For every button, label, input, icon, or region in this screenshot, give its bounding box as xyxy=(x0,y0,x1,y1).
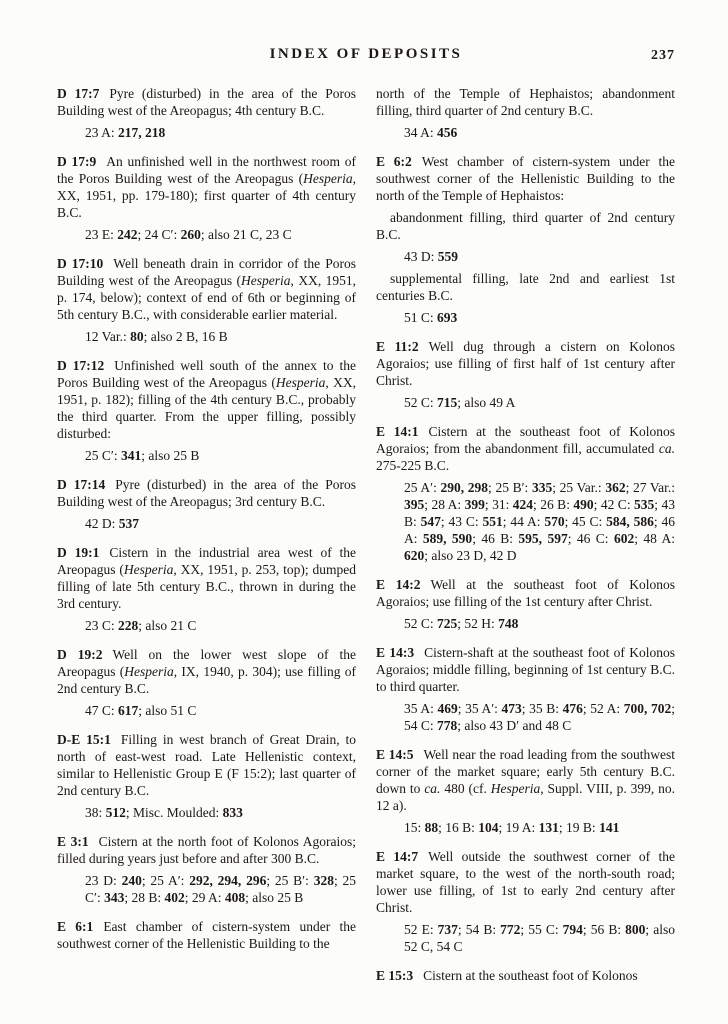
text-segment: 131 xyxy=(538,820,559,835)
text-segment: 748 xyxy=(498,616,519,631)
text-segment: supplemental filling, late 2nd and earliest 1st centuries B.C. xyxy=(376,271,675,303)
deposit-id: E 6:1 xyxy=(57,919,94,934)
entry-subparagraph xyxy=(376,270,675,304)
text-segment: 794 xyxy=(562,922,583,937)
page-header xyxy=(57,46,675,66)
deposit-entry xyxy=(57,476,356,532)
text-segment: ; 16 B: xyxy=(438,820,479,835)
text-segment: Well dug through a cistern on Kolonos Agoraios; use filling of first half of 1st century after Christ. xyxy=(376,339,675,388)
entry-references xyxy=(404,248,675,265)
deposit-entry xyxy=(57,646,356,719)
column-left xyxy=(57,85,356,996)
text-segment: 23 A: xyxy=(85,125,119,140)
text-segment: ; also 43 D′ and 48 C xyxy=(457,718,572,733)
text-segment: 217, 218 xyxy=(118,125,166,140)
column-right xyxy=(376,85,675,996)
text-segment: 341 xyxy=(120,448,142,463)
text-segment: 25 C′: xyxy=(85,448,121,463)
text-segment: ; 54 B: xyxy=(457,922,501,937)
deposit-id: D 17:7 xyxy=(57,86,100,101)
text-segment: East chamber of cistern-system under the southwest corner of the Hellenistic Building to the xyxy=(57,919,357,951)
text-segment: 715 xyxy=(437,395,458,410)
entry-references xyxy=(85,226,356,243)
deposit-entry xyxy=(57,255,356,345)
text-segment: ; 28 A: xyxy=(424,497,465,512)
entry-references xyxy=(404,819,675,836)
entry-description xyxy=(57,85,356,119)
text-segment: Hesperia xyxy=(490,781,541,796)
text-segment: ; 25 Var.: xyxy=(552,480,606,495)
text-segment: Hesperia xyxy=(123,562,174,577)
entry-references xyxy=(404,394,675,411)
text-segment: 343 xyxy=(104,890,125,905)
text-segment: Filling in west branch of Great Drain, to north of east-west road. Late Hellenistic context, similar to Hellenistic Group E (F 15:2); last quarter of 2nd century B.C. xyxy=(57,732,357,798)
deposit-entry xyxy=(376,848,675,955)
text-segment: 456 xyxy=(437,125,458,140)
text-segment: ; 48 A: xyxy=(634,531,676,546)
text-segment: ; 28 B: xyxy=(124,890,165,905)
deposit-entry xyxy=(57,153,356,243)
text-segment: ; 52 H: xyxy=(457,616,499,631)
text-segment: 693 xyxy=(437,310,458,325)
text-segment: Cistern-shaft at the southeast foot of Kolonos Agoraios; middle filling, beginning of 1st century B.C. to third quarter. xyxy=(376,645,675,694)
text-segment: West chamber of cistern-system under the southwest corner of the Hellenistic Building to the north of the Temple of Hephaistos: xyxy=(376,154,675,203)
text-segment: 228 xyxy=(118,618,139,633)
text-segment: ; also 25 B xyxy=(245,890,304,905)
entry-references xyxy=(404,921,675,955)
text-segment: ; 42 C: xyxy=(593,497,635,512)
entry-references xyxy=(85,515,356,532)
text-segment: 490 xyxy=(573,497,594,512)
entry-description xyxy=(376,746,675,814)
deposit-id: D 19:2 xyxy=(57,647,103,662)
text-segment: Hesperia xyxy=(124,664,174,679)
text-segment: 362 xyxy=(605,480,626,495)
text-segment: 88 xyxy=(424,820,439,835)
deposit-id: E 14:2 xyxy=(376,577,421,592)
text-segment: 23 C: xyxy=(85,618,119,633)
entry-references xyxy=(85,124,356,141)
text-segment: 589, 590 xyxy=(422,531,473,546)
text-segment: Well at the southeast foot of Kolonos Agoraios; use filling of the 1st century after Christ. xyxy=(376,577,675,609)
text-segment: 602 xyxy=(613,531,635,546)
text-segment: 104 xyxy=(478,820,499,835)
deposit-entry xyxy=(376,85,675,141)
text-segment: Cistern at the southeast foot of Kolonos xyxy=(423,968,638,983)
text-segment: north of the Temple of Hephaistos; abandonment filling, third quarter of 2nd century B.C. xyxy=(376,86,675,118)
text-segment: 35 A: xyxy=(404,701,438,716)
text-segment: ; 25 B′: xyxy=(488,480,532,495)
text-segment: , Suppl. VIII, p. 399, no. 12 a). xyxy=(376,781,676,813)
text-segment: 38: xyxy=(85,805,106,820)
text-segment: ; also 51 C xyxy=(138,703,197,718)
page-number: 237 xyxy=(651,48,675,63)
text-segment: Well beneath drain in corridor of the Poros Building west of the Areopagus ( xyxy=(57,256,356,288)
text-segment: 476 xyxy=(562,701,583,716)
deposit-id: D 17:10 xyxy=(57,256,104,271)
deposit-entry xyxy=(57,918,356,952)
entry-references xyxy=(85,328,356,345)
entry-description xyxy=(57,544,356,612)
text-segment: 408 xyxy=(224,890,246,905)
text-segment: Cistern at the southeast foot of Kolonos Agoraios; from the abandonment fill, accumulated xyxy=(376,424,675,456)
entry-references xyxy=(85,804,356,821)
entry-references xyxy=(404,615,675,632)
text-segment: 800 xyxy=(625,922,646,937)
text-segment: 15: xyxy=(404,820,425,835)
page-title: INDEX OF DEPOSITS xyxy=(269,46,463,62)
deposit-id: E 14:5 xyxy=(376,747,414,762)
text-segment: 535 xyxy=(634,497,655,512)
text-segment: ; 55 C: xyxy=(520,922,563,937)
entry-description xyxy=(376,644,675,695)
text-segment: ; 35 B: xyxy=(521,701,563,716)
text-segment: ca. xyxy=(424,781,441,796)
text-segment: ; also 21 C xyxy=(138,618,197,633)
text-segment: Well on the lower west slope of the Areopagus ( xyxy=(57,647,356,679)
entry-references xyxy=(85,617,356,634)
text-segment: 473 xyxy=(501,701,522,716)
text-segment: 290, 298 xyxy=(440,480,489,495)
deposit-id: D-E 15:1 xyxy=(57,732,111,747)
text-segment: ; also 21 C, 23 C xyxy=(200,227,292,242)
text-segment: 547 xyxy=(420,514,441,529)
text-segment: ; 35 A′: xyxy=(457,701,502,716)
text-segment: 778 xyxy=(437,718,458,733)
text-segment: ; 29 A: xyxy=(184,890,225,905)
text-segment: ; 31: xyxy=(484,497,513,512)
deposit-entry xyxy=(376,967,675,984)
text-segment: 551 xyxy=(482,514,503,529)
text-segment: , XX, 1951, p. 174, below); context of end of 6th or beginning of 5th century B.C., with considerable earlier material. xyxy=(57,273,356,322)
text-segment: 292, 294, 296 xyxy=(189,873,267,888)
text-segment: 23 E: xyxy=(85,227,118,242)
text-segment: ; 24 C′: xyxy=(137,227,181,242)
text-segment: 260 xyxy=(180,227,201,242)
deposit-id: E 14:7 xyxy=(376,849,419,864)
text-segment: 141 xyxy=(599,820,620,835)
text-segment: ; 54 C: xyxy=(404,701,675,733)
deposit-entry xyxy=(376,423,675,564)
text-segment: 737 xyxy=(437,922,458,937)
entry-description xyxy=(376,576,675,610)
text-segment: , XX, 1951, pp. 179-180); first quarter of 4th century B.C. xyxy=(57,171,356,220)
deposit-id: E 6:2 xyxy=(376,154,412,169)
text-segment: Cistern at the north foot of Kolonos Agoraios; filled during years just before and after 300 B.C. xyxy=(57,834,357,866)
text-segment: Pyre (disturbed) in the area of the Poros Building west of the Areopagus; 4th century B.C. xyxy=(57,86,356,118)
text-segment: ca. xyxy=(658,441,675,456)
text-segment: 559 xyxy=(437,249,458,264)
text-segment: 23 D: xyxy=(85,873,122,888)
entry-description xyxy=(57,357,356,442)
text-segment: ; also 52 C, 54 C xyxy=(404,922,675,954)
text-segment: 25 A′: xyxy=(404,480,441,495)
entry-description xyxy=(57,255,356,323)
text-segment: Hesperia xyxy=(275,375,326,390)
deposit-entry xyxy=(57,833,356,906)
text-segment: 480 (cf. xyxy=(440,781,491,796)
deposit-entry xyxy=(376,153,675,326)
text-segment: 42 D: xyxy=(85,516,119,531)
text-segment: 242 xyxy=(117,227,138,242)
text-segment: 617 xyxy=(118,703,139,718)
text-segment: 620 xyxy=(404,548,425,563)
text-segment: 43 D: xyxy=(404,249,438,264)
entry-description xyxy=(376,153,675,204)
deposit-id: E 14:1 xyxy=(376,424,419,439)
text-segment: Hesperia xyxy=(303,171,353,186)
deposit-entry xyxy=(57,85,356,141)
deposit-id: E 3:1 xyxy=(57,834,89,849)
text-segment: ; 25 A′: xyxy=(141,873,190,888)
text-segment: ; 43 B: xyxy=(404,497,675,529)
text-segment: 12 Var.: xyxy=(85,329,131,344)
deposit-id: D 19:1 xyxy=(57,545,100,560)
text-segment: ; 25 B′: xyxy=(266,873,314,888)
text-segment: abandonment filling, third quarter of 2nd century B.C. xyxy=(376,210,675,242)
text-segment: Well near the road leading from the southwest corner of the market square; early 5th century B.C. down to xyxy=(376,747,676,796)
text-segment: 512 xyxy=(105,805,126,820)
text-segment: Cistern in the industrial area west of the Areopagus ( xyxy=(57,545,356,577)
text-segment: ; 52 A: xyxy=(582,701,624,716)
entry-description xyxy=(57,731,356,799)
deposit-id: D 17:9 xyxy=(57,154,97,169)
text-segment: ; also 25 B xyxy=(141,448,200,463)
text-columns xyxy=(57,85,675,996)
entry-description xyxy=(376,423,675,474)
text-segment: ; 43 C: xyxy=(440,514,483,529)
text-segment: ; 46 C: xyxy=(567,531,614,546)
text-segment: 700, 702 xyxy=(623,701,672,716)
entry-references xyxy=(404,700,675,734)
text-segment: 584, 586 xyxy=(606,514,654,529)
deposit-id: E 14:3 xyxy=(376,645,415,660)
entry-description xyxy=(376,848,675,916)
text-segment: 399 xyxy=(464,497,485,512)
text-segment: Unfinished well south of the annex to the Poros Building west of the Areopagus ( xyxy=(57,358,356,390)
deposit-entry xyxy=(376,338,675,411)
text-segment: 80 xyxy=(130,329,144,344)
deposit-entry xyxy=(376,576,675,632)
text-segment: ; also 23 D, 42 D xyxy=(424,548,517,563)
text-segment: ; 26 B: xyxy=(533,497,574,512)
text-segment: 424 xyxy=(512,497,534,512)
entry-references xyxy=(85,872,356,906)
text-segment: 469 xyxy=(437,701,458,716)
deposit-entry xyxy=(376,644,675,734)
text-segment: 725 xyxy=(437,616,458,631)
entry-references xyxy=(404,479,675,564)
entry-subparagraph xyxy=(376,209,675,243)
text-segment: Well outside the southwest corner of the market square, to the west of the north-south road; lower use filling, of 1st to early 2nd century after Christ. xyxy=(376,849,676,915)
text-segment: 52 C: xyxy=(404,395,438,410)
text-segment: ; 46 A: xyxy=(404,514,675,546)
text-segment: ; 46 B: xyxy=(472,531,519,546)
text-segment: 402 xyxy=(164,890,185,905)
text-segment: ; 19 A: xyxy=(498,820,539,835)
deposit-id: D 17:12 xyxy=(57,358,105,373)
text-segment: Hesperia xyxy=(241,273,291,288)
text-segment: 52 E: xyxy=(404,922,438,937)
text-segment: ; 25 C′: xyxy=(85,873,356,905)
text-segment: ; 19 B: xyxy=(558,820,600,835)
text-segment: , XX, 1951, p. 253, top); dumped filling of late 5th century B.C., thrown in during the 3rd century. xyxy=(57,562,356,611)
entry-description xyxy=(376,967,675,984)
entry-description xyxy=(57,476,356,510)
deposit-entry xyxy=(57,544,356,634)
entry-references xyxy=(85,702,356,719)
deposit-id: E 15:3 xyxy=(376,968,414,983)
text-segment: ; also 2 B, 16 B xyxy=(143,329,228,344)
text-segment: 275-225 B.C. xyxy=(376,458,450,473)
text-segment: 772 xyxy=(500,922,521,937)
text-segment: 52 C: xyxy=(404,616,438,631)
text-segment: Pyre (disturbed) in the area of the Poros Building west of the Areopagus; 3rd century B.C. xyxy=(57,477,356,509)
text-segment: ; 56 B: xyxy=(582,922,626,937)
deposit-id: D 17:14 xyxy=(57,477,106,492)
text-segment: 34 A: xyxy=(404,125,438,140)
text-segment: ; Misc. Moulded: xyxy=(125,805,223,820)
text-segment: ; 45 C: xyxy=(564,514,607,529)
entry-references xyxy=(85,447,356,464)
text-segment: , IX, 1940, p. 304); use filling of 2nd century B.C. xyxy=(57,664,356,696)
text-segment: An unfinished well in the northwest room of the Poros Building west of the Areopagus ( xyxy=(57,154,356,186)
entry-description xyxy=(57,918,356,952)
text-segment: , XX, 1951, p. 182); filling of the 4th century B.C., probably the third quarter. From the upper filling, possibly disturbed: xyxy=(57,375,356,441)
entry-description xyxy=(57,833,356,867)
deposit-entry xyxy=(376,746,675,836)
entry-description xyxy=(376,85,675,119)
text-segment: 833 xyxy=(222,805,243,820)
text-segment: 51 C: xyxy=(404,310,438,325)
deposit-entry xyxy=(57,731,356,821)
text-segment: 240 xyxy=(121,873,142,888)
deposit-entry xyxy=(57,357,356,464)
text-segment: ; also 49 A xyxy=(457,395,516,410)
text-segment: 395 xyxy=(404,497,425,512)
entry-description xyxy=(57,153,356,221)
text-segment: 335 xyxy=(531,480,553,495)
text-segment: 595, 597 xyxy=(518,531,568,546)
entry-references xyxy=(404,309,675,326)
entry-description xyxy=(57,646,356,697)
deposit-id: E 11:2 xyxy=(376,339,419,354)
text-segment: 47 C: xyxy=(85,703,119,718)
text-segment: 537 xyxy=(118,516,139,531)
entry-description xyxy=(376,338,675,389)
text-segment: ; 27 Var.: xyxy=(625,480,675,495)
text-segment: 328 xyxy=(313,873,334,888)
entry-references xyxy=(404,124,675,141)
text-segment: 570 xyxy=(544,514,565,529)
text-segment: ; 44 A: xyxy=(502,514,545,529)
